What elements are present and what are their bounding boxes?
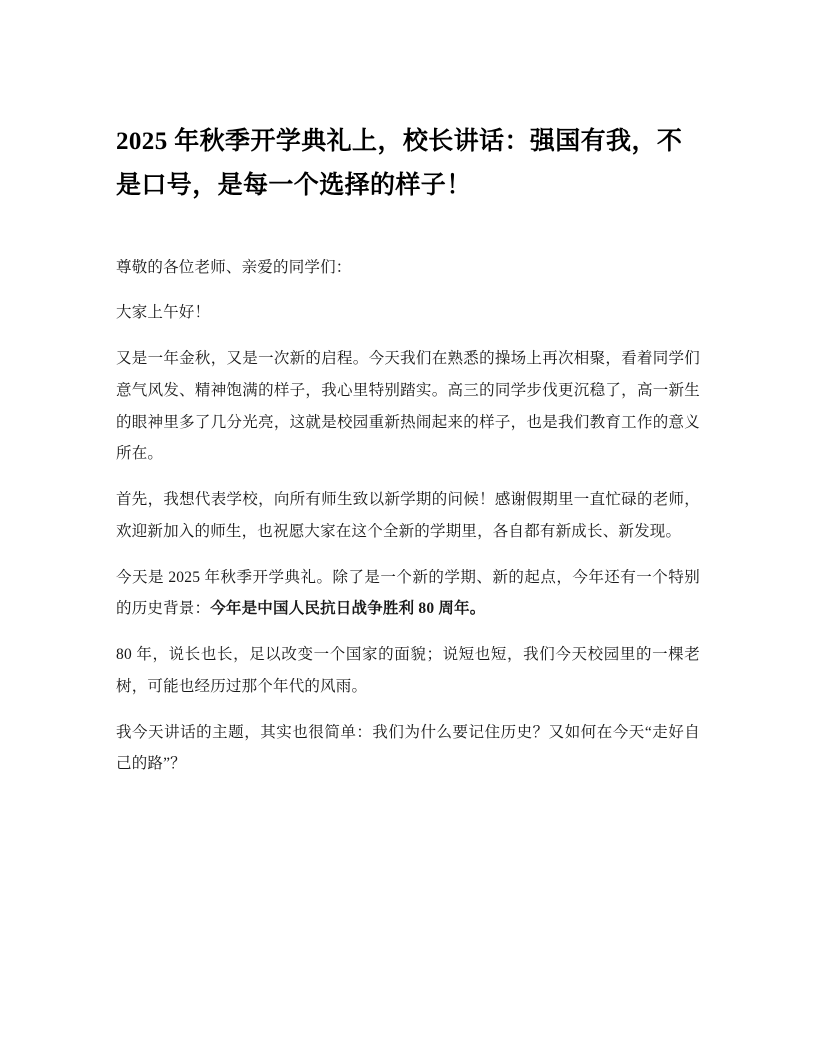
page-title: 2025 年秋季开学典礼上，校长讲话：强国有我，不是口号，是每一个选择的样子！ — [116, 128, 683, 199]
paragraph-text: 尊敬的各位老师、亲爱的同学们： — [116, 258, 352, 276]
paragraph-text: 80 年，说长也长，足以改变一个国家的面貌；说短也短，我们今天校园里的一棵老树，可能也经历过那个年代的风雨。 — [116, 646, 700, 695]
paragraph — [116, 562, 700, 626]
paragraph-text: 又是一年金秋，又是一次新的启程。今天我们在熟悉的操场上再次相聚，看着同学们意气风发、精神饱满的样子，我心里特别踏实。高三的同学步伐更沉稳了，高一新生的眼神里多了几分光亮，这就是校园重新热闹起来的样子，也是我们教育工作的意义所在。 — [116, 350, 700, 463]
paragraph-emphasis: 今年是中国人民抗日战争胜利 80 周年。 — [210, 600, 486, 618]
paragraph-text: 首先，我想代表学校，向所有师生致以新学期的问候！感谢假期里一直忙碌的老师，欢迎新加入的师生，也祝愿大家在这个全新的学期里，各自都有新成长、新发现。 — [116, 491, 700, 540]
paragraph-text: 大家上午好！ — [116, 304, 211, 322]
document-body — [116, 252, 700, 781]
paragraph — [116, 484, 700, 548]
paragraph — [116, 297, 700, 329]
paragraph — [116, 717, 700, 781]
paragraph — [116, 639, 700, 703]
paragraph-text: 今天是 2025 年秋季开学典礼。除了是一个新的学期、新的起点，今年还有一个特别的历史背景： — [116, 568, 700, 618]
paragraph-text: 我今天讲话的主题，其实也很简单：我们为什么要记住历史？又如何在今天“走好自己的路”？ — [116, 723, 700, 773]
paragraph — [116, 252, 700, 284]
paragraph — [116, 343, 700, 470]
